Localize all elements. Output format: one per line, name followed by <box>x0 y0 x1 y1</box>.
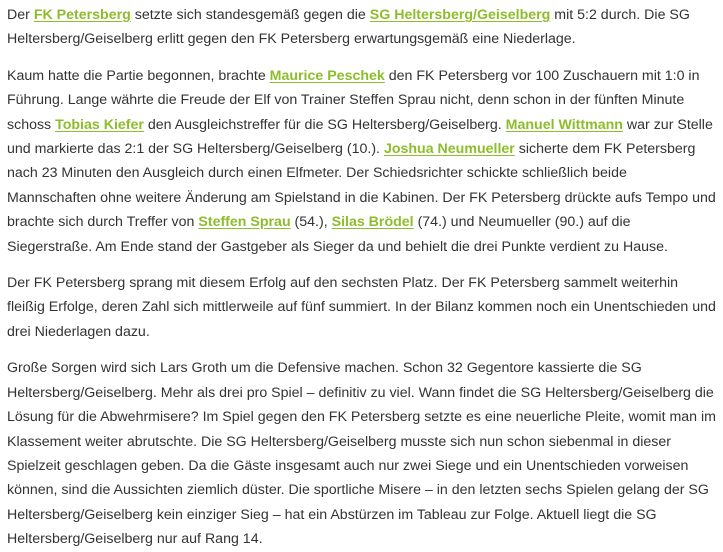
text-segment: (74.) und Neumueller (90.) auf die Siegerstraße. Am Ende stand der Gastgeber als Sieger da und behielt die drei Punkte verdient zu Hause. <box>7 214 668 255</box>
text-segment: Kaum hatte die Partie begonnen, brachte <box>7 67 270 84</box>
team-link-fk-petersberg[interactable]: FK Petersberg <box>33 7 131 23</box>
player-link-steffen-sprau[interactable]: Steffen Sprau <box>198 214 291 231</box>
text-segment: den Ausgleichstreffer für die SG Heltersberg/Geiselberg. <box>143 116 506 133</box>
player-link-maurice-peschek[interactable]: Maurice Peschek <box>269 67 385 84</box>
text-segment: den FK Petersberg vor 100 Zuschauern mit 1:0 in Führung. Lange währte die Freude der Elf von Trainer Steffen Sprau nicht, denn schon in der fünften Minute schoss <box>7 67 700 133</box>
text-segment: setzte sich standesgemäß gegen die <box>130 7 370 23</box>
player-link-manuel-wittmann[interactable]: Manuel Wittmann <box>505 116 623 133</box>
paragraph-match-report <box>7 64 717 259</box>
team-link-sg-heltersberg-geiselberg[interactable]: SG Heltersberg/Geiselberg <box>369 7 551 23</box>
text-segment: mit 5:2 durch. Die SG Heltersberg/Geiselberg erlitt gegen den FK Petersberg erwartungsgemäß eine Niederlage. <box>7 7 690 48</box>
paragraph-defense <box>7 356 717 551</box>
text-segment: Der <box>7 7 34 23</box>
paragraph-standings <box>7 271 717 344</box>
text-segment: Große Sorgen wird sich Lars Groth um die Defensive machen. Schon 32 Gegentore kassierte die SG Heltersberg/Geiselberg. Mehr als drei pro Spiel – definitiv zu viel. Wann findet die SG Heltersberg/Geiselberg die Lösung für die Abwehrmisere? Im Spiel gegen den FK Petersberg setzte es eine neuerliche Pleite, womit man im Klassement weiter abrutschte. Die SG Heltersberg/Geiselberg musste sich nun schon siebenmal in dieser Spielzeit geschlagen geben. Da die Gäste insgesamt auch nur zwei Siege und ein Unentschieden vorweisen können, sind die Aussichten ziemlich düster. Die sportliche Misere – in den letzten sechs Spielen gelang der SG Heltersberg/Geiselberg kein einziger Sieg – hat ein Abstürzen im Tableau zur Folge. Aktuell liegt die SG Heltersberg/Geiselberg nur auf Rang 14. <box>7 360 716 548</box>
player-link-silas-broedel[interactable]: Silas Brödel <box>331 214 414 231</box>
text-segment: war zur Stelle und markierte das 2:1 der SG Heltersberg/Geiselberg (10.). <box>7 116 713 158</box>
text-segment: Der FK Petersberg sprang mit diesem Erfolg auf den sechsten Platz. Der FK Petersberg sammelt weiterhin fleißig Erfolge, deren Zahl sich mittlerweile auf fünf summiert. In der Bilanz kommen noch ein Unentschieden und drei Niederlagen dazu. <box>7 275 716 340</box>
player-link-tobias-kiefer[interactable]: Tobias Kiefer <box>55 116 144 133</box>
text-segment: (54.), <box>290 214 332 231</box>
paragraph-summary <box>7 3 717 52</box>
player-link-joshua-neumueller[interactable]: Joshua Neumueller <box>383 141 515 158</box>
text-segment: sicherte dem FK Petersberg nach 23 Minuten den Ausgleich durch einen Elfmeter. Der Schiedsrichter schickte schließlich beide Mannschaften ohne weitere Änderung am Spielstand in die Kabinen. Der FK Petersberg drückte aufs Tempo und brachte sich durch Treffer von <box>7 141 716 231</box>
